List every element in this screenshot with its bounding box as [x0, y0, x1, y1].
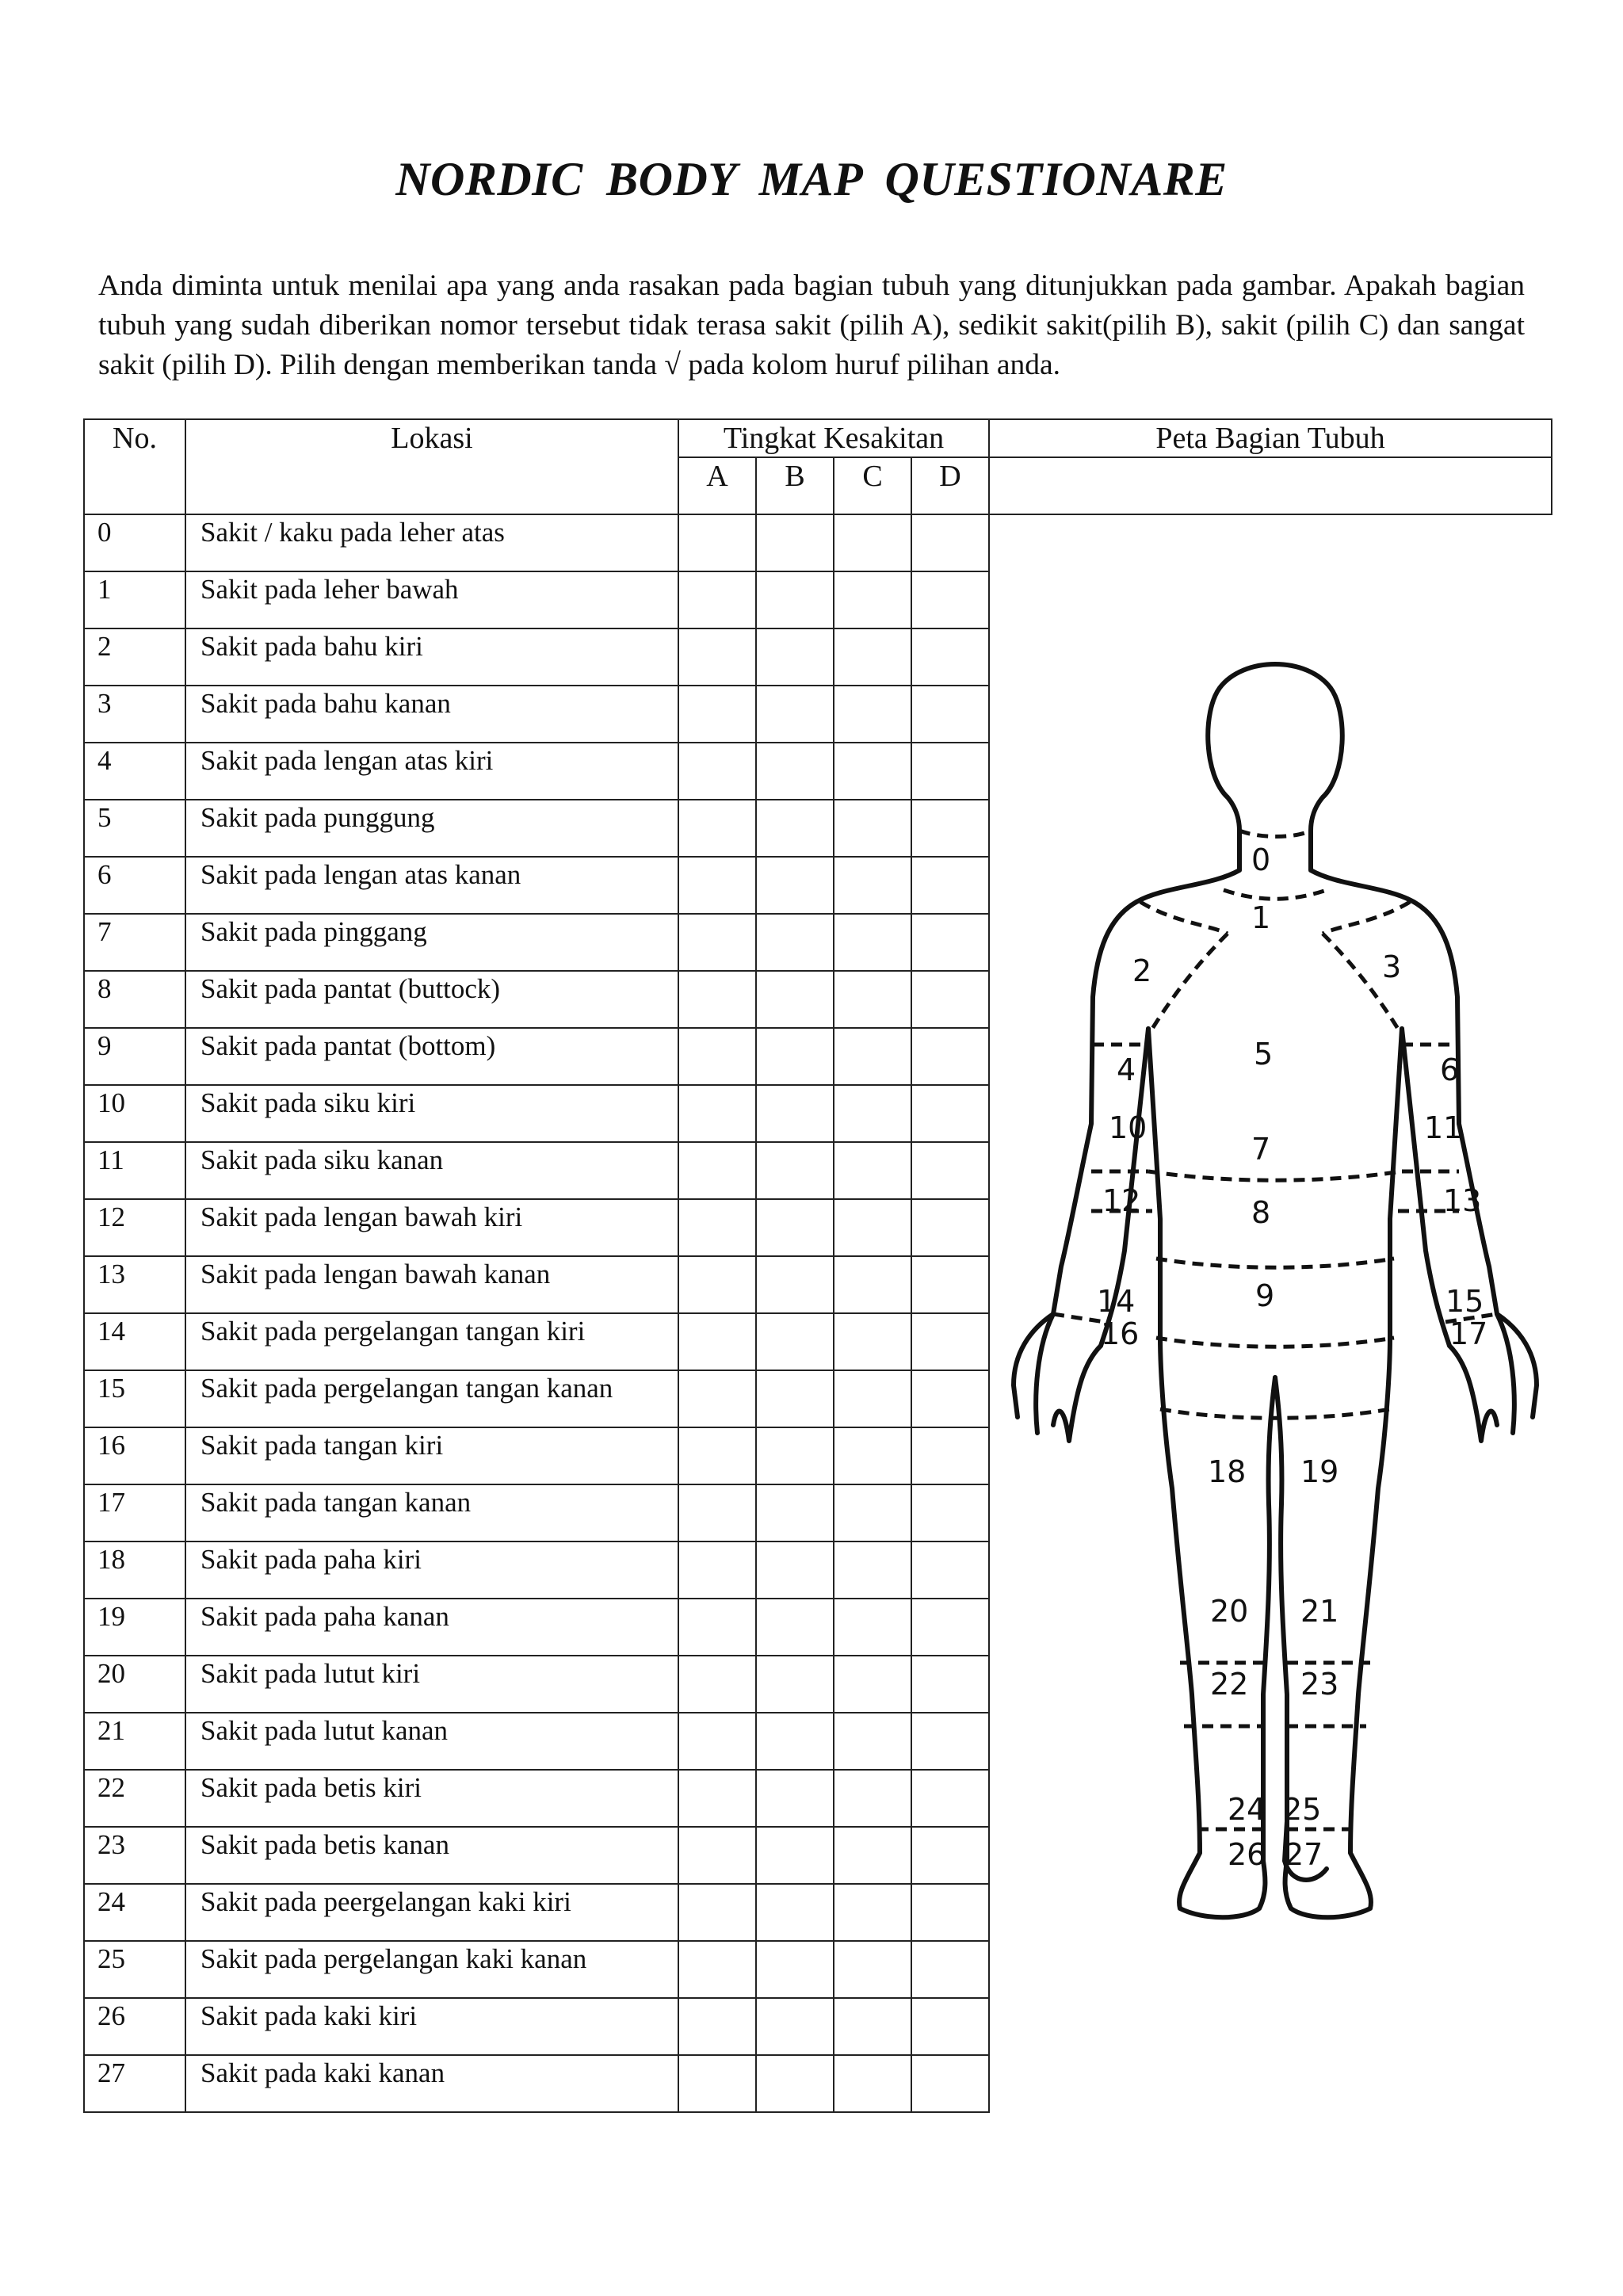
body-map-label: 10 — [1109, 1110, 1148, 1145]
checkbox-cell-b[interactable] — [756, 857, 834, 914]
checkbox-cell-d[interactable] — [911, 628, 989, 686]
checkbox-cell-c[interactable] — [834, 1484, 911, 1541]
header-no: No. — [84, 419, 185, 514]
row-number: 12 — [84, 1199, 185, 1256]
checkbox-cell-a[interactable] — [678, 1028, 756, 1085]
header-level-a: A — [678, 457, 756, 514]
row-lokasi: Sakit pada paha kiri — [185, 1541, 678, 1599]
checkbox-cell-c[interactable] — [834, 1656, 911, 1713]
body-map-label: 9 — [1255, 1278, 1275, 1313]
checkbox-cell-c[interactable] — [834, 1599, 911, 1656]
row-lokasi: Sakit pada tangan kiri — [185, 1427, 678, 1484]
checkbox-cell-d[interactable] — [911, 1998, 989, 2055]
checkbox-cell-b[interactable] — [756, 1028, 834, 1085]
row-number: 16 — [84, 1427, 185, 1484]
checkbox-cell-c[interactable] — [834, 1713, 911, 1770]
checkbox-cell-c[interactable] — [834, 2055, 911, 2112]
row-number: 9 — [84, 1028, 185, 1085]
checkbox-cell-a[interactable] — [678, 914, 756, 971]
questionnaire-table — [83, 418, 1552, 2113]
checkbox-cell-b[interactable] — [756, 1884, 834, 1941]
row-lokasi: Sakit pada pergelangan tangan kiri — [185, 1313, 678, 1370]
body-map-label: 25 — [1283, 1792, 1322, 1827]
body-map-cell — [989, 457, 1552, 1872]
checkbox-cell-b[interactable] — [756, 1941, 834, 1998]
checkbox-cell-b[interactable] — [756, 1427, 834, 1484]
row-lokasi: Sakit pada lengan bawah kanan — [185, 1256, 678, 1313]
body-map-label: 22 — [1210, 1667, 1249, 1702]
row-number: 5 — [84, 800, 185, 857]
row-number: 15 — [84, 1370, 185, 1427]
row-lokasi: Sakit pada lengan atas kiri — [185, 743, 678, 800]
row-lokasi: Sakit pada pantat (buttock) — [185, 971, 678, 1028]
checkbox-cell-b[interactable] — [756, 1827, 834, 1884]
body-map-label: 24 — [1228, 1792, 1266, 1827]
row-number: 26 — [84, 1998, 185, 2055]
checkbox-cell-d[interactable] — [911, 2055, 989, 2112]
checkbox-cell-d[interactable] — [911, 971, 989, 1028]
row-lokasi: Sakit pada lengan atas kanan — [185, 857, 678, 914]
checkbox-cell-a[interactable] — [678, 628, 756, 686]
checkbox-cell-a[interactable] — [678, 1256, 756, 1313]
row-lokasi: Sakit pada lutut kanan — [185, 1713, 678, 1770]
checkbox-cell-c[interactable] — [834, 1427, 911, 1484]
body-map-label: 1 — [1251, 900, 1271, 935]
page-title: NORDIC BODY MAP QUESTIONARE — [395, 153, 1228, 205]
body-map-label: 2 — [1132, 953, 1152, 988]
checkbox-cell-c[interactable] — [834, 1370, 911, 1427]
checkbox-cell-a[interactable] — [678, 1656, 756, 1713]
body-map-label: 19 — [1300, 1454, 1339, 1489]
body-map-label: 27 — [1285, 1837, 1323, 1872]
checkbox-cell-d[interactable] — [911, 1142, 989, 1199]
row-lokasi: Sakit pada pergelangan tangan kanan — [185, 1370, 678, 1427]
checkbox-cell-b[interactable] — [756, 1656, 834, 1713]
checkbox-cell-d[interactable] — [911, 857, 989, 914]
row-lokasi: Sakit pada peergelangan kaki kiri — [185, 1884, 678, 1941]
checkbox-cell-a[interactable] — [678, 1884, 756, 1941]
row-number: 11 — [84, 1142, 185, 1199]
row-number: 18 — [84, 1541, 185, 1599]
checkbox-cell-b[interactable] — [756, 686, 834, 743]
checkbox-cell-a[interactable] — [678, 1770, 756, 1827]
body-map-label: 14 — [1097, 1284, 1136, 1319]
checkbox-cell-c[interactable] — [834, 743, 911, 800]
row-number: 14 — [84, 1313, 185, 1370]
checkbox-cell-d[interactable] — [911, 1427, 989, 1484]
checkbox-cell-a[interactable] — [678, 571, 756, 628]
row-lokasi: Sakit pada siku kanan — [185, 1142, 678, 1199]
checkbox-cell-c[interactable] — [834, 1998, 911, 2055]
body-map-label: 4 — [1117, 1052, 1136, 1087]
checkbox-cell-c[interactable] — [834, 914, 911, 971]
checkbox-cell-d[interactable] — [911, 1884, 989, 1941]
body-map-label: 7 — [1251, 1132, 1271, 1167]
body-map-label: 20 — [1210, 1594, 1249, 1629]
row-lokasi: Sakit pada kaki kiri — [185, 1998, 678, 2055]
row-number: 13 — [84, 1256, 185, 1313]
header-level-b: B — [756, 457, 834, 514]
row-number: 7 — [84, 914, 185, 971]
checkbox-cell-a[interactable] — [678, 514, 756, 571]
checkbox-cell-a[interactable] — [678, 800, 756, 857]
row-number: 1 — [84, 571, 185, 628]
header-peta-bagian-tubuh: Peta Bagian Tubuh — [989, 419, 1552, 457]
body-map-figure — [990, 458, 1551, 2122]
checkbox-cell-b[interactable] — [756, 628, 834, 686]
checkbox-cell-b[interactable] — [756, 1484, 834, 1541]
row-lokasi: Sakit pada bahu kiri — [185, 628, 678, 686]
checkbox-cell-a[interactable] — [678, 1599, 756, 1656]
row-number: 17 — [84, 1484, 185, 1541]
row-lokasi: Sakit pada punggung — [185, 800, 678, 857]
checkbox-cell-c[interactable] — [834, 1827, 911, 1884]
checkbox-cell-d[interactable] — [911, 914, 989, 971]
body-map-label: 3 — [1382, 949, 1402, 984]
checkbox-cell-d[interactable] — [911, 1085, 989, 1142]
checkbox-cell-a[interactable] — [678, 971, 756, 1028]
row-number: 3 — [84, 686, 185, 743]
body-map-label: 15 — [1445, 1284, 1484, 1319]
row-lokasi: Sakit pada lengan bawah kiri — [185, 1199, 678, 1256]
row-number: 2 — [84, 628, 185, 686]
row-lokasi: Sakit pada pinggang — [185, 914, 678, 971]
header-level-c: C — [834, 457, 911, 514]
checkbox-cell-d[interactable] — [911, 1827, 989, 1884]
checkbox-cell-c[interactable] — [834, 1085, 911, 1142]
body-map — [990, 458, 1551, 1872]
checkbox-cell-b[interactable] — [756, 1085, 834, 1142]
checkbox-cell-d[interactable] — [911, 1770, 989, 1827]
body-map-label: 13 — [1443, 1183, 1482, 1218]
body-map-label: 16 — [1101, 1316, 1140, 1351]
checkbox-cell-c[interactable] — [834, 514, 911, 571]
row-lokasi: Sakit pada kaki kanan — [185, 2055, 678, 2112]
checkbox-cell-b[interactable] — [756, 1199, 834, 1256]
checkbox-cell-c[interactable] — [834, 1884, 911, 1941]
row-lokasi: Sakit / kaku pada leher atas — [185, 514, 678, 571]
row-number: 19 — [84, 1599, 185, 1656]
body-map-label: 6 — [1440, 1052, 1460, 1087]
checkbox-cell-d[interactable] — [911, 571, 989, 628]
row-lokasi: Sakit pada leher bawah — [185, 571, 678, 628]
row-lokasi: Sakit pada bahu kanan — [185, 686, 678, 743]
checkbox-cell-d[interactable] — [911, 1541, 989, 1599]
checkbox-cell-d[interactable] — [911, 1028, 989, 1085]
checkbox-cell-b[interactable] — [756, 1256, 834, 1313]
checkbox-cell-b[interactable] — [756, 1313, 834, 1370]
checkbox-cell-b[interactable] — [756, 743, 834, 800]
checkbox-cell-a[interactable] — [678, 857, 756, 914]
checkbox-cell-a[interactable] — [678, 1370, 756, 1427]
row-lokasi: Sakit pada lutut kiri — [185, 1656, 678, 1713]
header-tingkat-kesakitan: Tingkat Kesakitan — [678, 419, 989, 457]
checkbox-cell-d[interactable] — [911, 1199, 989, 1256]
checkbox-cell-c[interactable] — [834, 1941, 911, 1998]
checkbox-cell-c[interactable] — [834, 1256, 911, 1313]
checkbox-cell-c[interactable] — [834, 1541, 911, 1599]
body-map-label: 12 — [1102, 1183, 1141, 1218]
checkbox-cell-a[interactable] — [678, 1541, 756, 1599]
row-lokasi: Sakit pada betis kanan — [185, 1827, 678, 1884]
checkbox-cell-a[interactable] — [678, 1313, 756, 1370]
body-map-label: 17 — [1449, 1316, 1488, 1351]
body-map-label: 8 — [1251, 1195, 1271, 1230]
checkbox-cell-d[interactable] — [911, 514, 989, 571]
checkbox-cell-c[interactable] — [834, 1199, 911, 1256]
row-lokasi: Sakit pada paha kanan — [185, 1599, 678, 1656]
checkbox-cell-d[interactable] — [911, 1313, 989, 1370]
checkbox-cell-b[interactable] — [756, 914, 834, 971]
checkbox-cell-c[interactable] — [834, 686, 911, 743]
checkbox-cell-b[interactable] — [756, 514, 834, 571]
body-map-label: 0 — [1251, 842, 1271, 877]
checkbox-cell-b[interactable] — [756, 1541, 834, 1599]
checkbox-cell-a[interactable] — [678, 1998, 756, 2055]
checkbox-cell-c[interactable] — [834, 1313, 911, 1370]
checkbox-cell-c[interactable] — [834, 628, 911, 686]
checkbox-cell-a[interactable] — [678, 743, 756, 800]
row-number: 20 — [84, 1656, 185, 1713]
header-lokasi: Lokasi — [185, 419, 678, 514]
instructions: Anda diminta untuk menilai apa yang anda rasakan pada bagian tubuh yang ditunjukkan pada gambar. Apakah bagian tubuh yang sudah diberikan nomor tersebut tidak terasa sakit (pilih A), sedikit sakit(pilih B), sakit (pilih C) dan sangat sakit (pilih D). Pilih dengan memberikan tanda √ pada kolom huruf pilihan anda. — [98, 269, 1525, 381]
checkbox-cell-a[interactable] — [678, 1713, 756, 1770]
row-number: 21 — [84, 1713, 185, 1770]
checkbox-cell-b[interactable] — [756, 1599, 834, 1656]
row-lokasi: Sakit pada pantat (bottom) — [185, 1028, 678, 1085]
checkbox-cell-a[interactable] — [678, 1941, 756, 1998]
row-number: 8 — [84, 971, 185, 1028]
checkbox-cell-a[interactable] — [678, 1427, 756, 1484]
header-level-d: D — [911, 457, 989, 514]
checkbox-cell-a[interactable] — [678, 1484, 756, 1541]
checkbox-cell-d[interactable] — [911, 1656, 989, 1713]
checkbox-cell-a[interactable] — [678, 1199, 756, 1256]
body-map-label: 11 — [1424, 1110, 1463, 1145]
row-number: 10 — [84, 1085, 185, 1142]
checkbox-cell-c[interactable] — [834, 1142, 911, 1199]
checkbox-cell-b[interactable] — [756, 1713, 834, 1770]
row-number: 6 — [84, 857, 185, 914]
checkbox-cell-a[interactable] — [678, 1827, 756, 1884]
checkbox-cell-c[interactable] — [834, 1770, 911, 1827]
checkbox-cell-d[interactable] — [911, 1256, 989, 1313]
body-map-label: 26 — [1228, 1837, 1266, 1872]
checkbox-cell-d[interactable] — [911, 1941, 989, 1998]
checkbox-cell-d[interactable] — [911, 1713, 989, 1770]
checkbox-cell-c[interactable] — [834, 800, 911, 857]
checkbox-cell-b[interactable] — [756, 1142, 834, 1199]
checkbox-cell-d[interactable] — [911, 1370, 989, 1427]
checkbox-cell-b[interactable] — [756, 1370, 834, 1427]
checkbox-cell-b[interactable] — [756, 571, 834, 628]
checkbox-cell-b[interactable] — [756, 971, 834, 1028]
row-number: 27 — [84, 2055, 185, 2112]
checkbox-cell-c[interactable] — [834, 571, 911, 628]
checkbox-cell-d[interactable] — [911, 686, 989, 743]
checkbox-cell-b[interactable] — [756, 1998, 834, 2055]
checkbox-cell-b[interactable] — [756, 2055, 834, 2112]
checkbox-cell-b[interactable] — [756, 800, 834, 857]
row-number: 0 — [84, 514, 185, 571]
checkbox-cell-d[interactable] — [911, 800, 989, 857]
checkbox-cell-a[interactable] — [678, 1142, 756, 1199]
row-number: 24 — [84, 1884, 185, 1941]
checkbox-cell-c[interactable] — [834, 1028, 911, 1085]
row-lokasi: Sakit pada pergelangan kaki kanan — [185, 1941, 678, 1998]
checkbox-cell-a[interactable] — [678, 1085, 756, 1142]
body-map-label: 21 — [1300, 1594, 1339, 1629]
row-number: 25 — [84, 1941, 185, 1998]
checkbox-cell-d[interactable] — [911, 743, 989, 800]
checkbox-cell-b[interactable] — [756, 1770, 834, 1827]
row-lokasi: Sakit pada betis kiri — [185, 1770, 678, 1827]
checkbox-cell-c[interactable] — [834, 971, 911, 1028]
row-number: 23 — [84, 1827, 185, 1884]
body-map-label: 5 — [1254, 1037, 1274, 1072]
checkbox-cell-d[interactable] — [911, 1484, 989, 1541]
checkbox-cell-a[interactable] — [678, 686, 756, 743]
checkbox-cell-a[interactable] — [678, 2055, 756, 2112]
row-lokasi: Sakit pada tangan kanan — [185, 1484, 678, 1541]
body-map-label: 23 — [1300, 1667, 1339, 1702]
row-number: 4 — [84, 743, 185, 800]
body-map-label: 18 — [1208, 1454, 1247, 1489]
checkbox-cell-d[interactable] — [911, 1599, 989, 1656]
row-lokasi: Sakit pada siku kiri — [185, 1085, 678, 1142]
row-number: 22 — [84, 1770, 185, 1827]
checkbox-cell-c[interactable] — [834, 857, 911, 914]
